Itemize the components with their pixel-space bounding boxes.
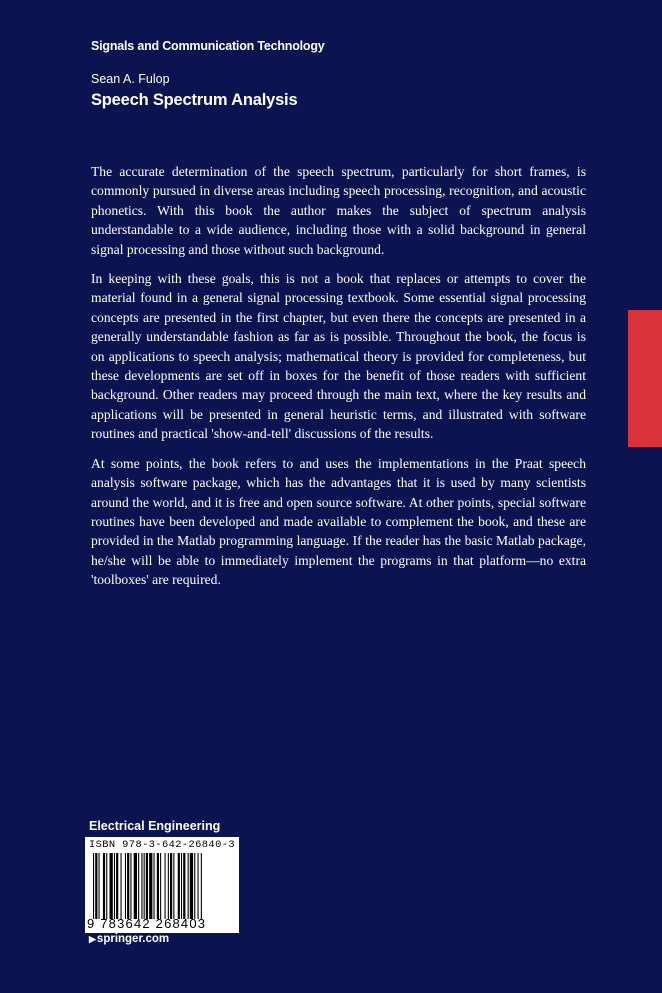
barcode-bar [157,853,159,919]
barcode-icon [93,853,233,919]
barcode-bar [183,853,185,919]
barcode-bar [190,853,193,919]
barcode-bar [194,853,195,919]
barcode-panel [85,837,239,933]
barcode-bar [168,853,169,919]
barcode-bar [95,853,97,919]
barcode-bar [127,853,129,919]
red-accent-tab [628,310,662,447]
barcode-bar [144,853,145,919]
barcode-bar [125,853,126,919]
barcode-bar [188,853,189,919]
barcode-bar [149,853,152,919]
publisher-url: springer.com [96,933,170,945]
barcode-bar [198,853,199,919]
barcode-bar [160,853,161,919]
publisher-link[interactable] [89,933,169,945]
right-triangle-icon: ▶ [89,934,96,944]
barcode-bar [114,853,115,919]
barcode-bar [110,853,113,919]
isbn-text: ISBN 978-3-642-26840-3 [89,839,235,851]
barcode-bar [99,853,100,919]
author-name: Sean A. Fulop [91,72,170,86]
subject-category: Electrical Engineering [89,819,221,833]
barcode-bar [121,853,122,919]
barcode-bar [165,853,166,919]
barcode-bar [138,853,139,919]
barcode-bar [93,853,94,919]
barcode-bar [178,853,180,919]
blurb-paragraph: The accurate determination of the speech spectrum, particularly for short frames, is commonly pursued in diverse areas including speech processing, recognition, and acoustic phonetics. With this book the author makes the subject of spectrum analysis understandable to a wide audience, including those with a solid background in general signal processing and those without such background. [91,164,586,257]
series-name: Signals and Communication Technology [91,39,325,53]
barcode-bar [181,853,182,919]
barcode-bar [106,853,107,919]
barcode-bar [116,853,118,919]
barcode-bar [130,853,131,919]
blurb [91,162,586,600]
barcode-bar [134,853,137,919]
blurb-paragraph: In keeping with these goals, this is not a book that replaces or attempts to cover the material found in a general signal processing textbook. Some essential signal processing concepts are presented in the first chapter, but even there the concepts are presented in a generally understandable fashion as far as is possible. Throughout the book, the focus is on applications to speech analysis; mathematical theory is provided for completeness, but these developments are set off in boxes for the benefit of those readers with sufficient background. Other readers may proceed through the main text, where the key results and applications will be presented in general heuristic terms, and illustrated with software routines and practical 'show-and-tell' discussions of the results. [91,271,586,442]
ean-digits: 9 783642 268403 [87,916,207,931]
barcode-bar [146,853,148,919]
barcode-bar [141,853,142,919]
book-title: Speech Spectrum Analysis [91,91,298,109]
barcode-bar [201,853,202,919]
blurb-paragraph: At some points, the book refers to and uses the implementations in the Praat speech analysis software package, which has the advantages that it is used by many scientists around the world, and it is free and open source software. At other points, special software routines have been developed and made available to complement the book, and these are provided in the Matlab programming language. If the reader has the basic Matlab package, he/she will be able to immediately implement the programs in that platform—no extra 'toolboxes' are required. [91,455,586,588]
barcode-bar [173,853,174,919]
barcode-bar [154,853,155,919]
barcode-bar [170,853,172,919]
barcode-bar [103,853,105,919]
